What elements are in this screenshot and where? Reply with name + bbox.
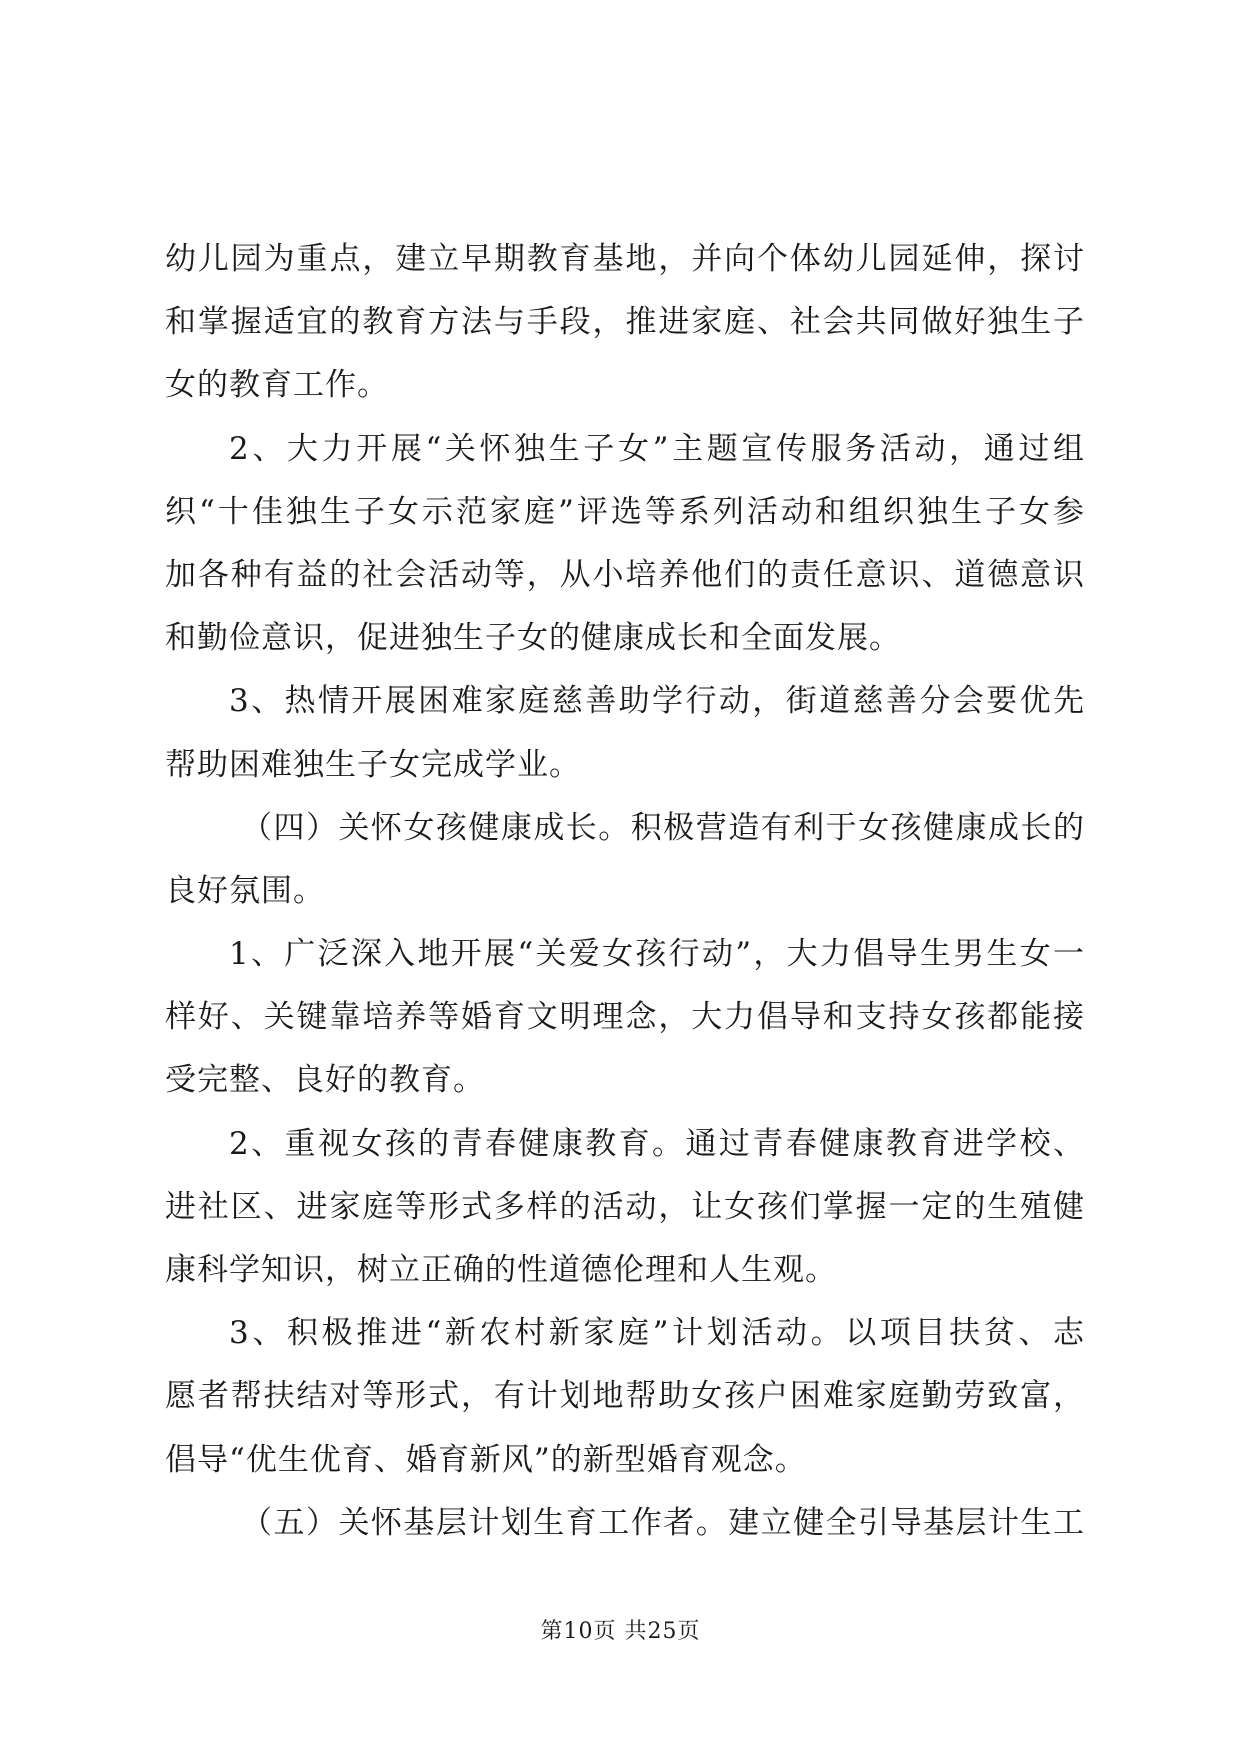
text-line: （五）关怀基层计划生育工作者。建立健全引导基层计生工 bbox=[241, 1504, 1085, 1541]
document-body bbox=[165, 228, 1085, 1555]
text-line: 幼儿园为重点，建立早期教育基地，并向个体幼儿园延伸，探讨 bbox=[165, 241, 1085, 277]
text-line: 进社区、进家庭等形式多样的活动，让女孩们掌握一定的生殖健 bbox=[165, 1188, 1085, 1225]
text-line: 良好氛围。 bbox=[165, 872, 325, 909]
text-line: 女的教育工作。 bbox=[165, 367, 389, 404]
text-line: 受完整、良好的教育。 bbox=[165, 1062, 485, 1099]
text-line: 愿者帮扶结对等形式，有计划地帮助女孩户困难家庭勤劳致富， bbox=[165, 1378, 1085, 1415]
text-line: 2、重视女孩的青春健康教育。通过青春健康教育进学校、 bbox=[229, 1125, 1085, 1162]
page-number-footer: 第10页 共25页 bbox=[540, 1619, 701, 1644]
text-line: 和勤俭意识，促进独生子女的健康成长和全面发展。 bbox=[165, 620, 901, 657]
text-line: （四）关怀女孩健康成长。积极营造有利于女孩健康成长的 bbox=[241, 809, 1085, 846]
text-line: 样好、关键靠培养等婚育文明理念，大力倡导和支持女孩都能接 bbox=[165, 999, 1085, 1036]
text-line: 康科学知识，树立正确的性道德伦理和人生观。 bbox=[165, 1252, 837, 1288]
text-line: 织“十佳独生子女示范家庭”评选等系列活动和组织独生子女参 bbox=[165, 493, 1085, 530]
text-line: 帮助困难独生子女完成学业。 bbox=[165, 746, 581, 783]
text-line: 2、大力开展“关怀独生子女”主题宣传服务活动，通过组 bbox=[229, 430, 1085, 467]
text-line: 1、广泛深入地开展“关爱女孩行动”，大力倡导生男生女一 bbox=[229, 936, 1085, 973]
text-line: 倡导“优生优育、婚育新风”的新型婚育观念。 bbox=[165, 1441, 807, 1478]
text-line: 3、热情开展困难家庭慈善助学行动，街道慈善分会要优先 bbox=[229, 683, 1085, 720]
text-line: 3、积极推进“新农村新家庭”计划活动。以项目扶贫、志 bbox=[229, 1315, 1085, 1352]
text-line: 加各种有益的社会活动等，从小培养他们的责任意识、道德意识 bbox=[165, 556, 1085, 593]
text-line: 和掌握适宜的教育方法与手段，推进家庭、社会共同做好独生子 bbox=[165, 304, 1085, 341]
